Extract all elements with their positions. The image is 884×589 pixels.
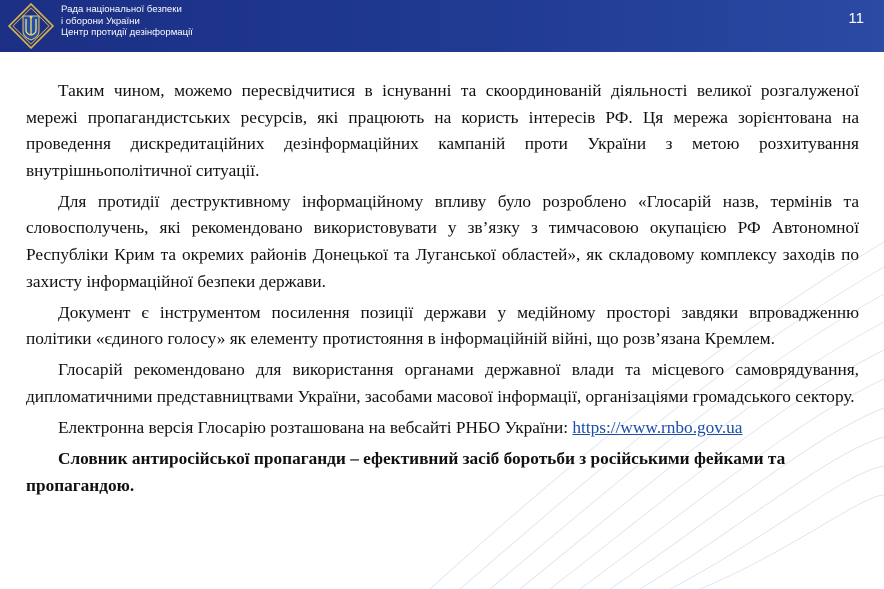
org-name-line-1: Рада національної безпеки <box>61 4 182 15</box>
paragraph-2: Для протидії деструктивному інформаційному впливу було розроблено «Глосарій назв, термінів та словосполучень, які рекомендовано використовувати у зв’язку з тимчасовою окупацією РФ Автономної Республіки Крим та окремих районів Донецької та Луганської областей», як складовому комплексу заходів по захисту інформаційної безпеки держави. <box>26 191 859 291</box>
paragraph-1: Таким чином, можемо пересвідчитися в існуванні та скоординованій діяльності великої розгалуженої мережі пропагандистських ресурсів, які працюють на користь інтересів РФ. Ця мережа зорієнтована на проведення дискредитаційних дезінформаційних кампаній проти України з метою розхитування внутрішньополітичної ситуації. <box>26 81 859 180</box>
paragraph-4: Глосарій рекомендовано для використання органами державної влади та місцевого самоврядування, дипломатичними представництвами України, засобами масової інформації, організаціями громадського сектору. <box>26 360 859 407</box>
trident-emblem-icon <box>8 3 54 49</box>
website-intro-text: Електронна версія Глосарію розташована на вебсайті РНБО України: <box>58 418 573 438</box>
organization-name <box>61 4 193 39</box>
slide-header <box>0 0 884 52</box>
slide-body <box>26 78 859 504</box>
paragraph-5 <box>26 415 859 442</box>
paragraph-3: Документ є інструментом посилення позиції держави у медійному просторі завдяки впровадженню політики «єдиного голосу» як елементу протистояння в інформаційній війні, що розв’язана Кремлем. <box>26 302 859 349</box>
page-number: 11 <box>848 10 864 27</box>
org-name-line-2: і оборони України <box>61 15 140 27</box>
conclusion-paragraph: Словник антиросійської пропаганди – ефективний засіб боротьби з російськими фейками та пропагандою. <box>26 449 786 495</box>
rnbo-website-link[interactable]: https://www.rnbo.gov.ua <box>572 418 743 438</box>
org-name-line-3: Центр протидії дезінформації <box>61 27 193 38</box>
